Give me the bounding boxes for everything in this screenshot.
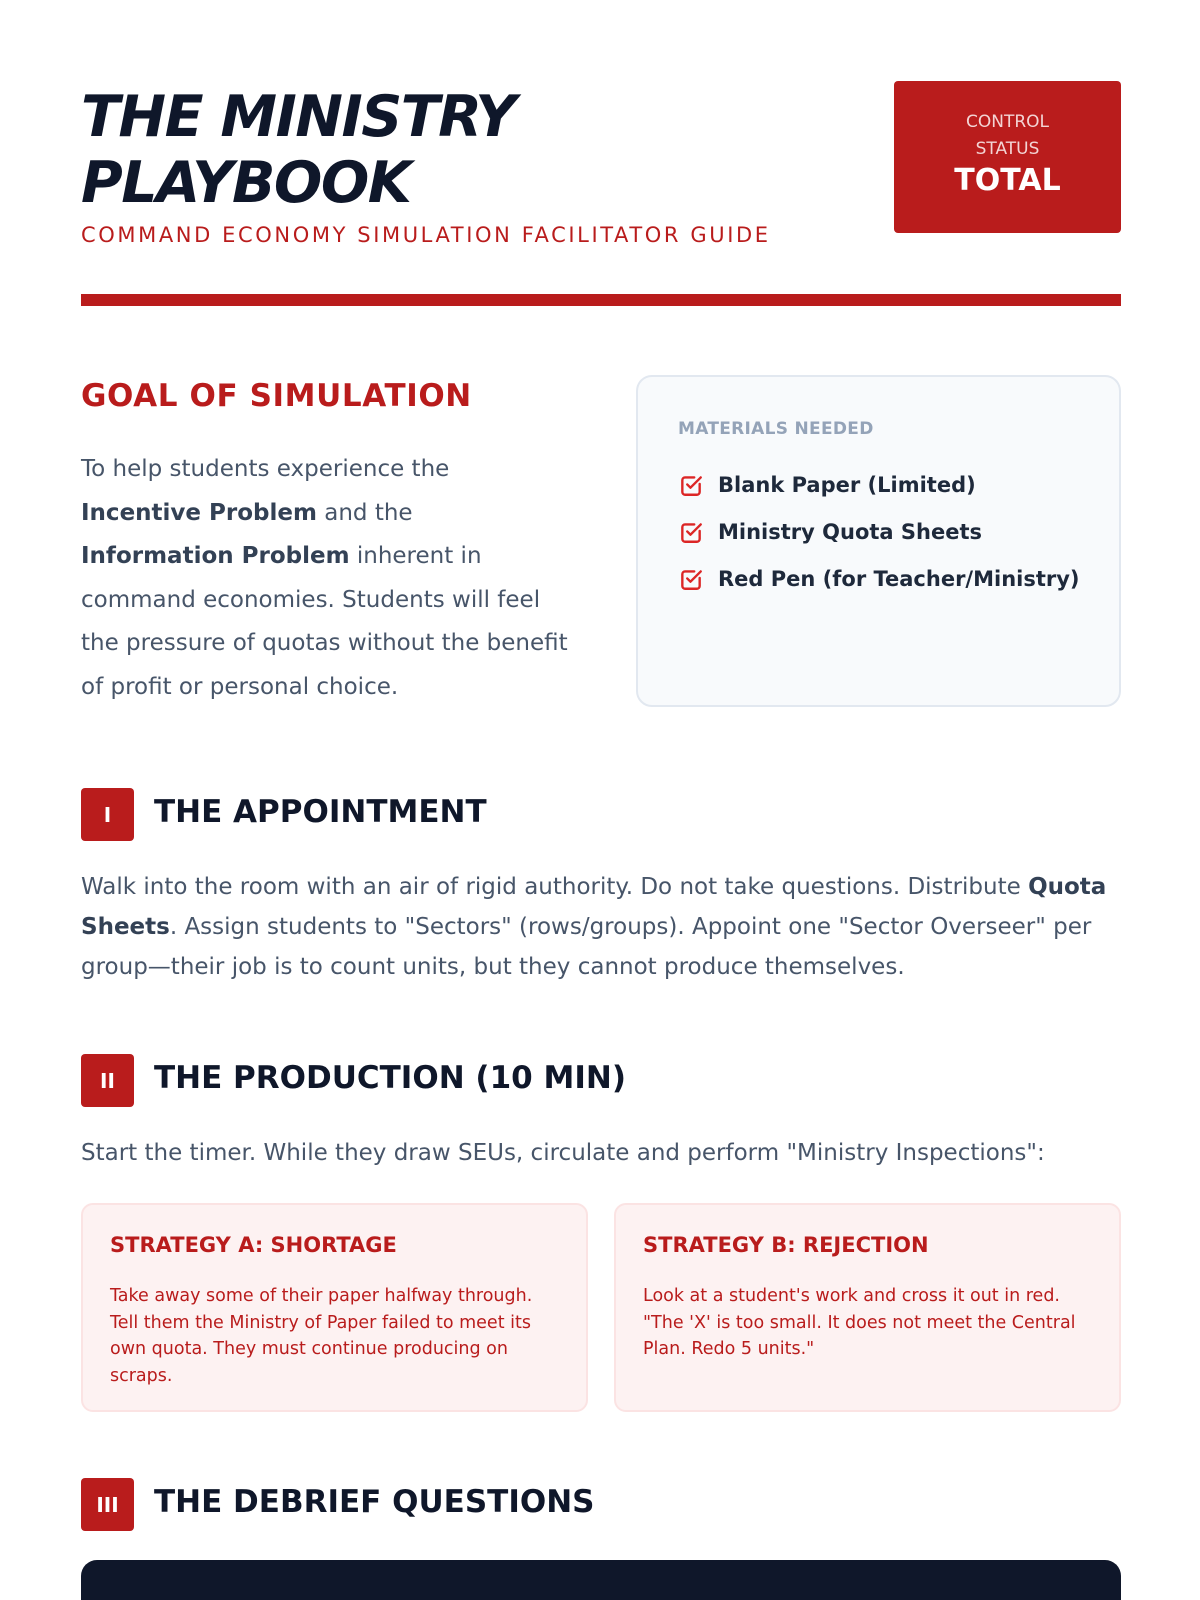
material-label: Blank Paper (Limited) (718, 472, 976, 497)
appointment-text-1: Walk into the room with an air of rigid authority. Do not take questions. Distribute (81, 874, 1029, 900)
materials-list (678, 461, 1080, 602)
debrief-questions-panel (81, 1560, 1121, 1600)
status-label-line-1: CONTROL (965, 112, 1050, 132)
strategy-card-rejection (614, 1203, 1121, 1412)
status-label-line-2: STATUS (975, 139, 1040, 159)
materials-card (636, 375, 1121, 707)
strategy-title: STRATEGY B: REJECTION (643, 1233, 929, 1257)
strategy-text: Look at a student's work and cross it out in red. "The 'X' is too small. It does not meet the Central Plan. Redo 5 units." (643, 1286, 1076, 1359)
control-status-value: TOTAL (954, 163, 1061, 198)
section-text-appointment (81, 867, 1131, 987)
section-title-production: THE PRODUCTION (10 MIN) (154, 1060, 627, 1096)
section-number-badge: I (81, 788, 134, 841)
control-status-label (894, 109, 1121, 163)
goal-text-2: and the (316, 499, 413, 526)
page-title (81, 84, 781, 216)
header-divider (81, 294, 1121, 306)
material-label: Ministry Quota Sheets (718, 519, 982, 544)
strategy-title: STRATEGY A: SHORTAGE (110, 1233, 397, 1257)
title-line-2: PLAYBOOK (81, 150, 411, 216)
strategy-card-shortage (81, 1203, 588, 1412)
goal-bold-incentive: Incentive Problem (81, 499, 317, 526)
title-line-1: THE MINISTRY (81, 84, 516, 150)
materials-title: MATERIALS NEEDED (678, 419, 874, 439)
list-item (678, 508, 1080, 555)
section-number-badge: III (81, 1478, 134, 1531)
section-title-debrief: THE DEBRIEF QUESTIONS (154, 1484, 595, 1520)
goal-description (81, 448, 571, 709)
section-number-badge: II (81, 1054, 134, 1107)
goal-text-1: To help students experience the (81, 456, 450, 482)
goal-bold-information: Information Problem (81, 543, 350, 569)
list-item (678, 461, 1080, 508)
control-status-badge (894, 81, 1121, 233)
section-title-appointment: THE APPOINTMENT (154, 794, 487, 830)
list-item (678, 555, 1080, 602)
checkbox-checked-icon (678, 472, 704, 498)
goal-text-3: inherent in command economies. Students will feel the pressure of quotas without the benefit of profit or personal choice. (81, 543, 568, 700)
appointment-text-2: . Assign students to "Sectors" (rows/groups). Appoint one "Sector Overseer" per group—their job is to count units, but they cannot produce themselves. (81, 914, 1092, 980)
appointment-bold-quota: Quota Sheets (81, 874, 1107, 940)
checkbox-checked-icon (678, 519, 704, 545)
material-label: Red Pen (for Teacher/Ministry) (718, 566, 1080, 591)
strategy-text: Take away some of their paper halfway through. Tell them the Ministry of Paper failed to meet its own quota. They must continue producing on scraps. (110, 1286, 533, 1386)
page-subtitle: COMMAND ECONOMY SIMULATION FACILITATOR GUIDE (81, 223, 771, 247)
goal-heading: GOAL OF SIMULATION (81, 378, 472, 414)
section-text-production: Start the timer. While they draw SEUs, circulate and perform "Ministry Inspections": (81, 1140, 1045, 1166)
checkbox-checked-icon (678, 566, 704, 592)
